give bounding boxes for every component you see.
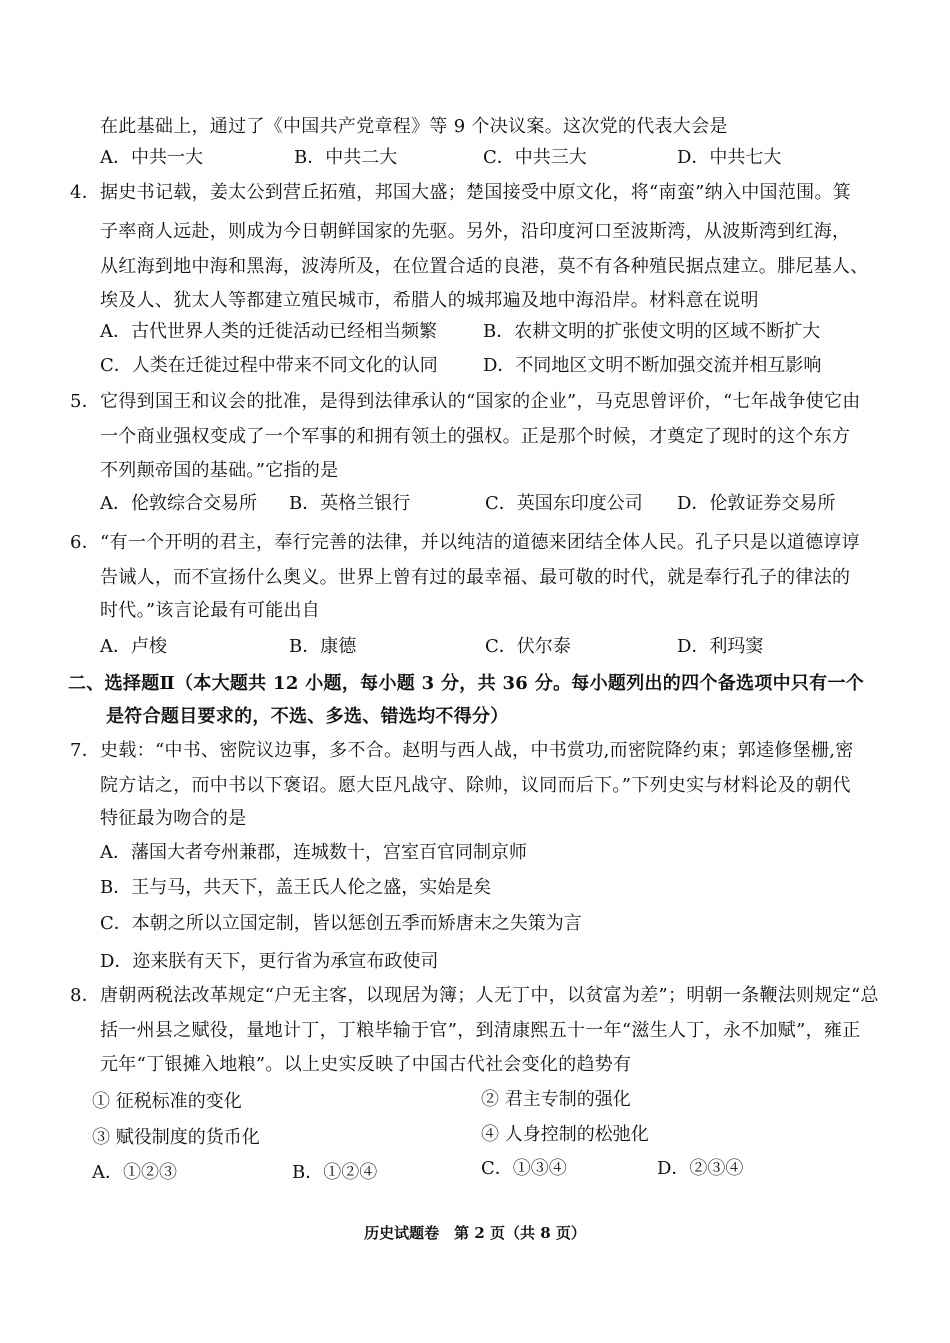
q5-option-c: C．英国东印度公司 [485, 493, 643, 514]
section-heading-cont: 是符合题目要求的，不选、多选、错选均不得分） [106, 706, 509, 727]
q6-option-c: C．伏尔泰 [485, 636, 571, 657]
q8-option-c: C．①③④ [481, 1158, 567, 1179]
q5-line: 不列颠帝国的基础。”它指的是 [100, 460, 339, 481]
q7-option-a: A．藩国大者夸州兼郡，连城数十，宫室百官同制京师 [100, 842, 527, 863]
q8-item-1: ① 征税标准的变化 [92, 1091, 242, 1112]
q3-option-d: D．中共七大 [677, 147, 782, 168]
q3-option-c: C．中共三大 [483, 147, 587, 168]
q5-line: 一个商业强权变成了一个军事的和拥有领土的强权。正是那个时候，才奠定了现时的这个东方 [100, 426, 851, 447]
q7-option-b: B．王与马，共天下，盖王氏人伦之盛，实始是矣 [100, 877, 492, 898]
section-heading: 二、选择题Ⅱ（本大题共 12 小题，每小题 3 分，共 36 分。每小题列出的四个备选项中只有一个 [68, 673, 865, 694]
q4-line: 埃及人、犹太人等都建立殖民城市，希腊人的城邦遍及地中海沿岸。材料意在说明 [100, 290, 759, 311]
q5-option-d: D．伦敦证券交易所 [677, 493, 836, 514]
q8-option-b: B．①②④ [292, 1162, 378, 1183]
q5-option-b: B．英格兰银行 [289, 493, 411, 514]
q4-option-b: B．农耕文明的扩张使文明的区域不断扩大 [483, 321, 821, 342]
q6-line: 告诫人，而不宣扬什么奥义。世界上曾有过的最幸福、最可敬的时代，就是奉行孔子的律法的 [100, 567, 851, 588]
q6-option-b: B．康德 [289, 636, 357, 657]
q8-item-3: ③ 赋役制度的货币化 [92, 1127, 260, 1148]
q4-option-c: C．人类在迁徙过程中带来不同文化的认同 [100, 355, 438, 376]
q6-line: 时代。”该言论最有可能出自 [100, 600, 321, 621]
q5-line: 5．它得到国王和议会的批准，是得到法律承认的“国家的企业”，马克思曾评价，“七年战争使它由 [70, 391, 861, 412]
q8-item-4: ④ 人身控制的松弛化 [481, 1124, 649, 1145]
q8-line: 括一州县之赋役，量地计丁，丁粮毕输于官”，到清康熙五十一年“滋生人丁，永不加赋”，雍正 [100, 1020, 861, 1041]
q6-line: 6．“有一个开明的君主，奉行完善的法律，并以纯洁的道德来团结全体人民。孔子只是以道德谆谆 [70, 532, 860, 553]
q3-option-a: A．中共一大 [100, 147, 203, 168]
q8-option-d: D．②③④ [657, 1158, 744, 1179]
q7-line: 院方诘之，而中书以下褒诏。愿大臣凡战守、除帅，议同而后下。”下列史实与材料论及的朝代 [100, 775, 851, 796]
q5-option-a: A．伦敦综合交易所 [100, 493, 257, 514]
page-footer: 历史试题卷 第 2 页（共 8 页） [364, 1224, 586, 1242]
q6-option-a: A．卢梭 [100, 636, 167, 657]
q4-option-a: A．古代世界人类的迁徙活动已经相当频繁 [100, 321, 437, 342]
q7-line: 特征最为吻合的是 [100, 808, 247, 829]
q4-option-d: D．不同地区文明不断加强交流并相互影响 [483, 355, 822, 376]
q7-line: 7．史载：“中书、密院议边事，多不合。赵明与西人战，中书赏功,而密院降约束；郭逵修堡栅,密 [70, 740, 854, 761]
q8-line: 元年“丁银摊入地粮”。以上史实反映了中国古代社会变化的趋势有 [100, 1054, 632, 1075]
q8-option-a: A．①②③ [92, 1162, 177, 1183]
q3-option-b: B．中共二大 [294, 147, 398, 168]
q7-option-c: C．本朝之所以立国定制，皆以惩创五季而矫唐末之失策为言 [100, 913, 582, 934]
q8-line: 8．唐朝两税法改革规定“户无主客，以现居为簿；人无丁中，以贫富为差”；明朝一条鞭法则规定“总 [70, 985, 879, 1006]
q7-option-d: D．迩来朕有天下，更行省为承宣布政使司 [100, 951, 439, 972]
q3-stem: 在此基础上，通过了《中国共产党章程》等 9 个决议案。这次党的代表大会是 [100, 116, 728, 137]
q4-line: 4．据史书记载，姜太公到营丘拓殖，邦国大盛；楚国接受中原文化，将“南蛮”纳入中国范围。箕 [70, 182, 852, 203]
q4-line: 子率商人远赴，则成为今日朝鲜国家的先驱。另外，沿印度河口至波斯湾，从波斯湾到红海， [100, 221, 851, 242]
q4-line: 从红海到地中海和黑海，波涛所及，在位置合适的良港，莫不有各种殖民据点建立。腓尼基人、 [100, 256, 869, 277]
q8-item-2: ② 君主专制的强化 [481, 1089, 631, 1110]
q6-option-d: D．利玛窦 [677, 636, 764, 657]
